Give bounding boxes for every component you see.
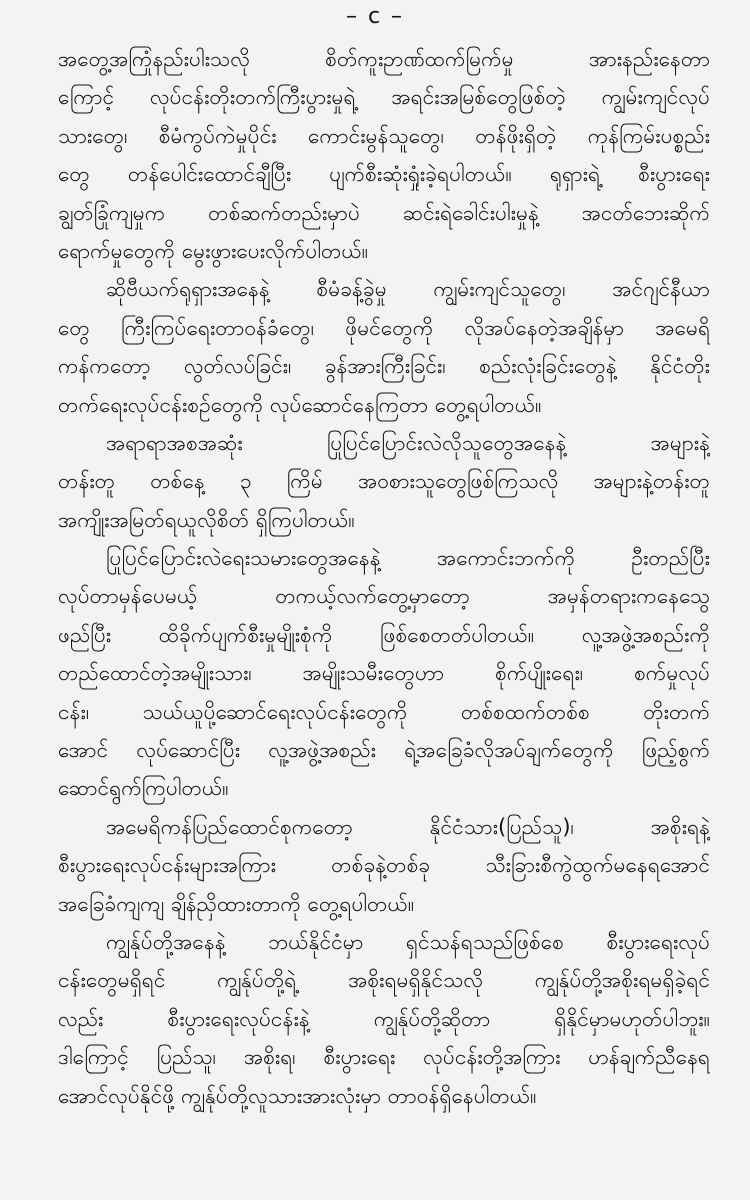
text-line: တက်ရေးလုပ်ငန်းစဉ်တွေကို လုပ်ဆောင်နေကြတာ တွေ့ရပါတယ်။: [58, 392, 542, 417]
paragraph: [58, 424, 710, 539]
text-line: ပြုပြင်ပြောင်းလဲရေးသမားတွေအနေနဲ့ အကောင်းဘက်ကို ဦးတည်ပြီး: [106, 546, 710, 571]
text-line: တွေ တန်ပေါင်းထောင်ချီပြီး ပျက်စီးဆုံးရှုံးခဲ့ရပါတယ်။ ရုရှားရဲ့ စီးပွားရေး: [58, 162, 710, 187]
text-line: အမေရိကန်ပြည်ထောင်စုကတော့ နိုင်ငံသား(ပြည်သူ)၊ အစိုးရနဲ့: [106, 814, 710, 839]
text-line: ကန်ကတော့ လွတ်လပ်ခြင်း၊ ခွန်အားကြီးခြင်း၊ စည်းလုံးခြင်းတွေနဲ့ နိုင်ငံတိုး: [58, 354, 710, 379]
page-number: – c –: [345, 4, 405, 29]
text-line: ကျွန်ုပ်တို့အနေနဲ့ ဘယ်နိုင်ငံမှာ ရှင်သန်ရသည်ဖြစ်စေ စီးပွားရေးလုပ်: [106, 929, 710, 954]
paragraph: [58, 539, 710, 808]
text-line: အောင် လုပ်ဆောင်ပြီး လူ့အဖွဲ့အစည်း ရဲ့အခြေခံလိုအပ်ချက်တွေကို ဖြည့်စွက်: [58, 738, 710, 763]
text-line: ငန်း၊ သယ်ယူပို့ဆောင်ရေးလုပ်ငန်းတွေကို တစ်စထက်တစ်စ တိုးတက်: [58, 699, 710, 724]
text-line: ဖည်ပြီး ထိခိုက်ပျက်စီးမှုမျိုးစုံကို ဖြစ်စေတတ်ပါတယ်။ လူ့အဖွဲ့အစည်းကို: [58, 622, 710, 647]
text-line: ကြောင့် လုပ်ငန်းတိုးတက်ကြီးပွားမှုရဲ့ အရင်းအမြစ်တွေဖြစ်တဲ့ ကျွမ်းကျင်လုပ်: [58, 85, 710, 110]
paragraph: [58, 40, 710, 270]
text-line: လုပ်တာမှန်ပေမယ့် တကယ့်လက်တွေ့မှာတော့ အမှန်တရားကနေသွေ: [58, 584, 710, 609]
text-line: ချွတ်ခြုံကျမှုက တစ်ဆက်တည်းမှာပဲ ဆင်းရဲခေါင်းပါးမှုနဲ့ အငတ်ဘေးဆိုက်: [58, 200, 710, 225]
text-line: ဒါကြောင့် ပြည်သူ၊ အစိုးရ၊ စီးပွားရေး လုပ်ငန်းတို့အကြား ဟန်ချက်ညီနေရ: [58, 1045, 710, 1070]
paragraph: [58, 923, 710, 1115]
body-text: [58, 40, 710, 1115]
text-line: အကျိုးအမြတ်ရယူလိုစိတ် ရှိကြပါတယ်။: [58, 507, 355, 532]
text-line: အခြေခံကျကျ ချိန်ညှိထားတာကို တွေ့ရပါတယ်။: [58, 891, 415, 916]
paragraph: [58, 808, 710, 923]
text-line: တွေ ကြီးကြပ်ရေးတာဝန်ခံတွေ၊ ဖိုမင်တွေကို လိုအပ်နေတဲ့အချိန်မှာ အမေရိ: [58, 315, 710, 340]
paragraph: [58, 270, 710, 424]
text-line: တည်ထောင်တဲ့အမျိုးသား၊ အမျိုးသမီးတွေဟာ စိုက်ပျိုးရေး၊ စက်မှုလုပ်: [58, 661, 710, 686]
text-line: ဆောင်ရွက်ကြပါတယ်။: [58, 776, 229, 801]
text-line: သားတွေ၊ စီမံကွပ်ကဲမှုပိုင်း ကောင်းမွန်သူတွေ၊ တန်ဖိုးရှိတဲ့ ကုန်ကြမ်းပစ္စည်း: [58, 123, 710, 148]
text-line: ဆိုဗီယက်ရုရှားအနေနဲ့ စီမံခန့်ခွဲမှု ကျွမ်းကျင်သူတွေ၊ အင်ဂျင်နီယာ: [106, 277, 710, 302]
text-line: ငန်းတွေမရှိရင် ကျွန်ုပ်တို့ရဲ့ အစိုးရမရှိနိုင်သလို ကျွန်ုပ်တို့အစိုးရမရှိခဲ့ရင်: [58, 968, 710, 993]
text-line: စီးပွားရေးလုပ်ငန်းများအကြား တစ်ခုနဲ့တစ်ခု သီးခြားစီကွဲထွက်မနေရအောင်: [58, 853, 710, 878]
text-line: တန်းတူ တစ်နေ့ ၃ ကြိမ် အဝစားသူတွေဖြစ်ကြသလို အများနဲ့တန်းတူ: [58, 469, 710, 494]
text-line: ရောက်မှုတွေကို မွေးဖွားပေးလိုက်ပါတယ်။: [58, 238, 369, 263]
text-line: အတွေ့အကြုံနည်းပါးသလို စိတ်ကူးဉာဏ်ထက်မြက်မှု အားနည်းနေတာ: [58, 47, 710, 71]
text-line: အရာရာအစအဆုံး ပြုပြင်ပြောင်းလဲလိုသူတွေအနေနဲ့ အများနဲ့: [106, 430, 710, 455]
text-line: အောင်လုပ်နိုင်ဖို့ ကျွန်ုပ်တို့လူသားအားလုံးမှာ တာဝန်ရှိနေပါတယ်။: [58, 1083, 537, 1108]
text-line: လည်း စီးပွားရေးလုပ်ငန်းနဲ့ ကျွန်ုပ်တို့ဆိုတာ ရှိနိုင်မှာမဟုတ်ပါဘူး။: [58, 1006, 710, 1031]
